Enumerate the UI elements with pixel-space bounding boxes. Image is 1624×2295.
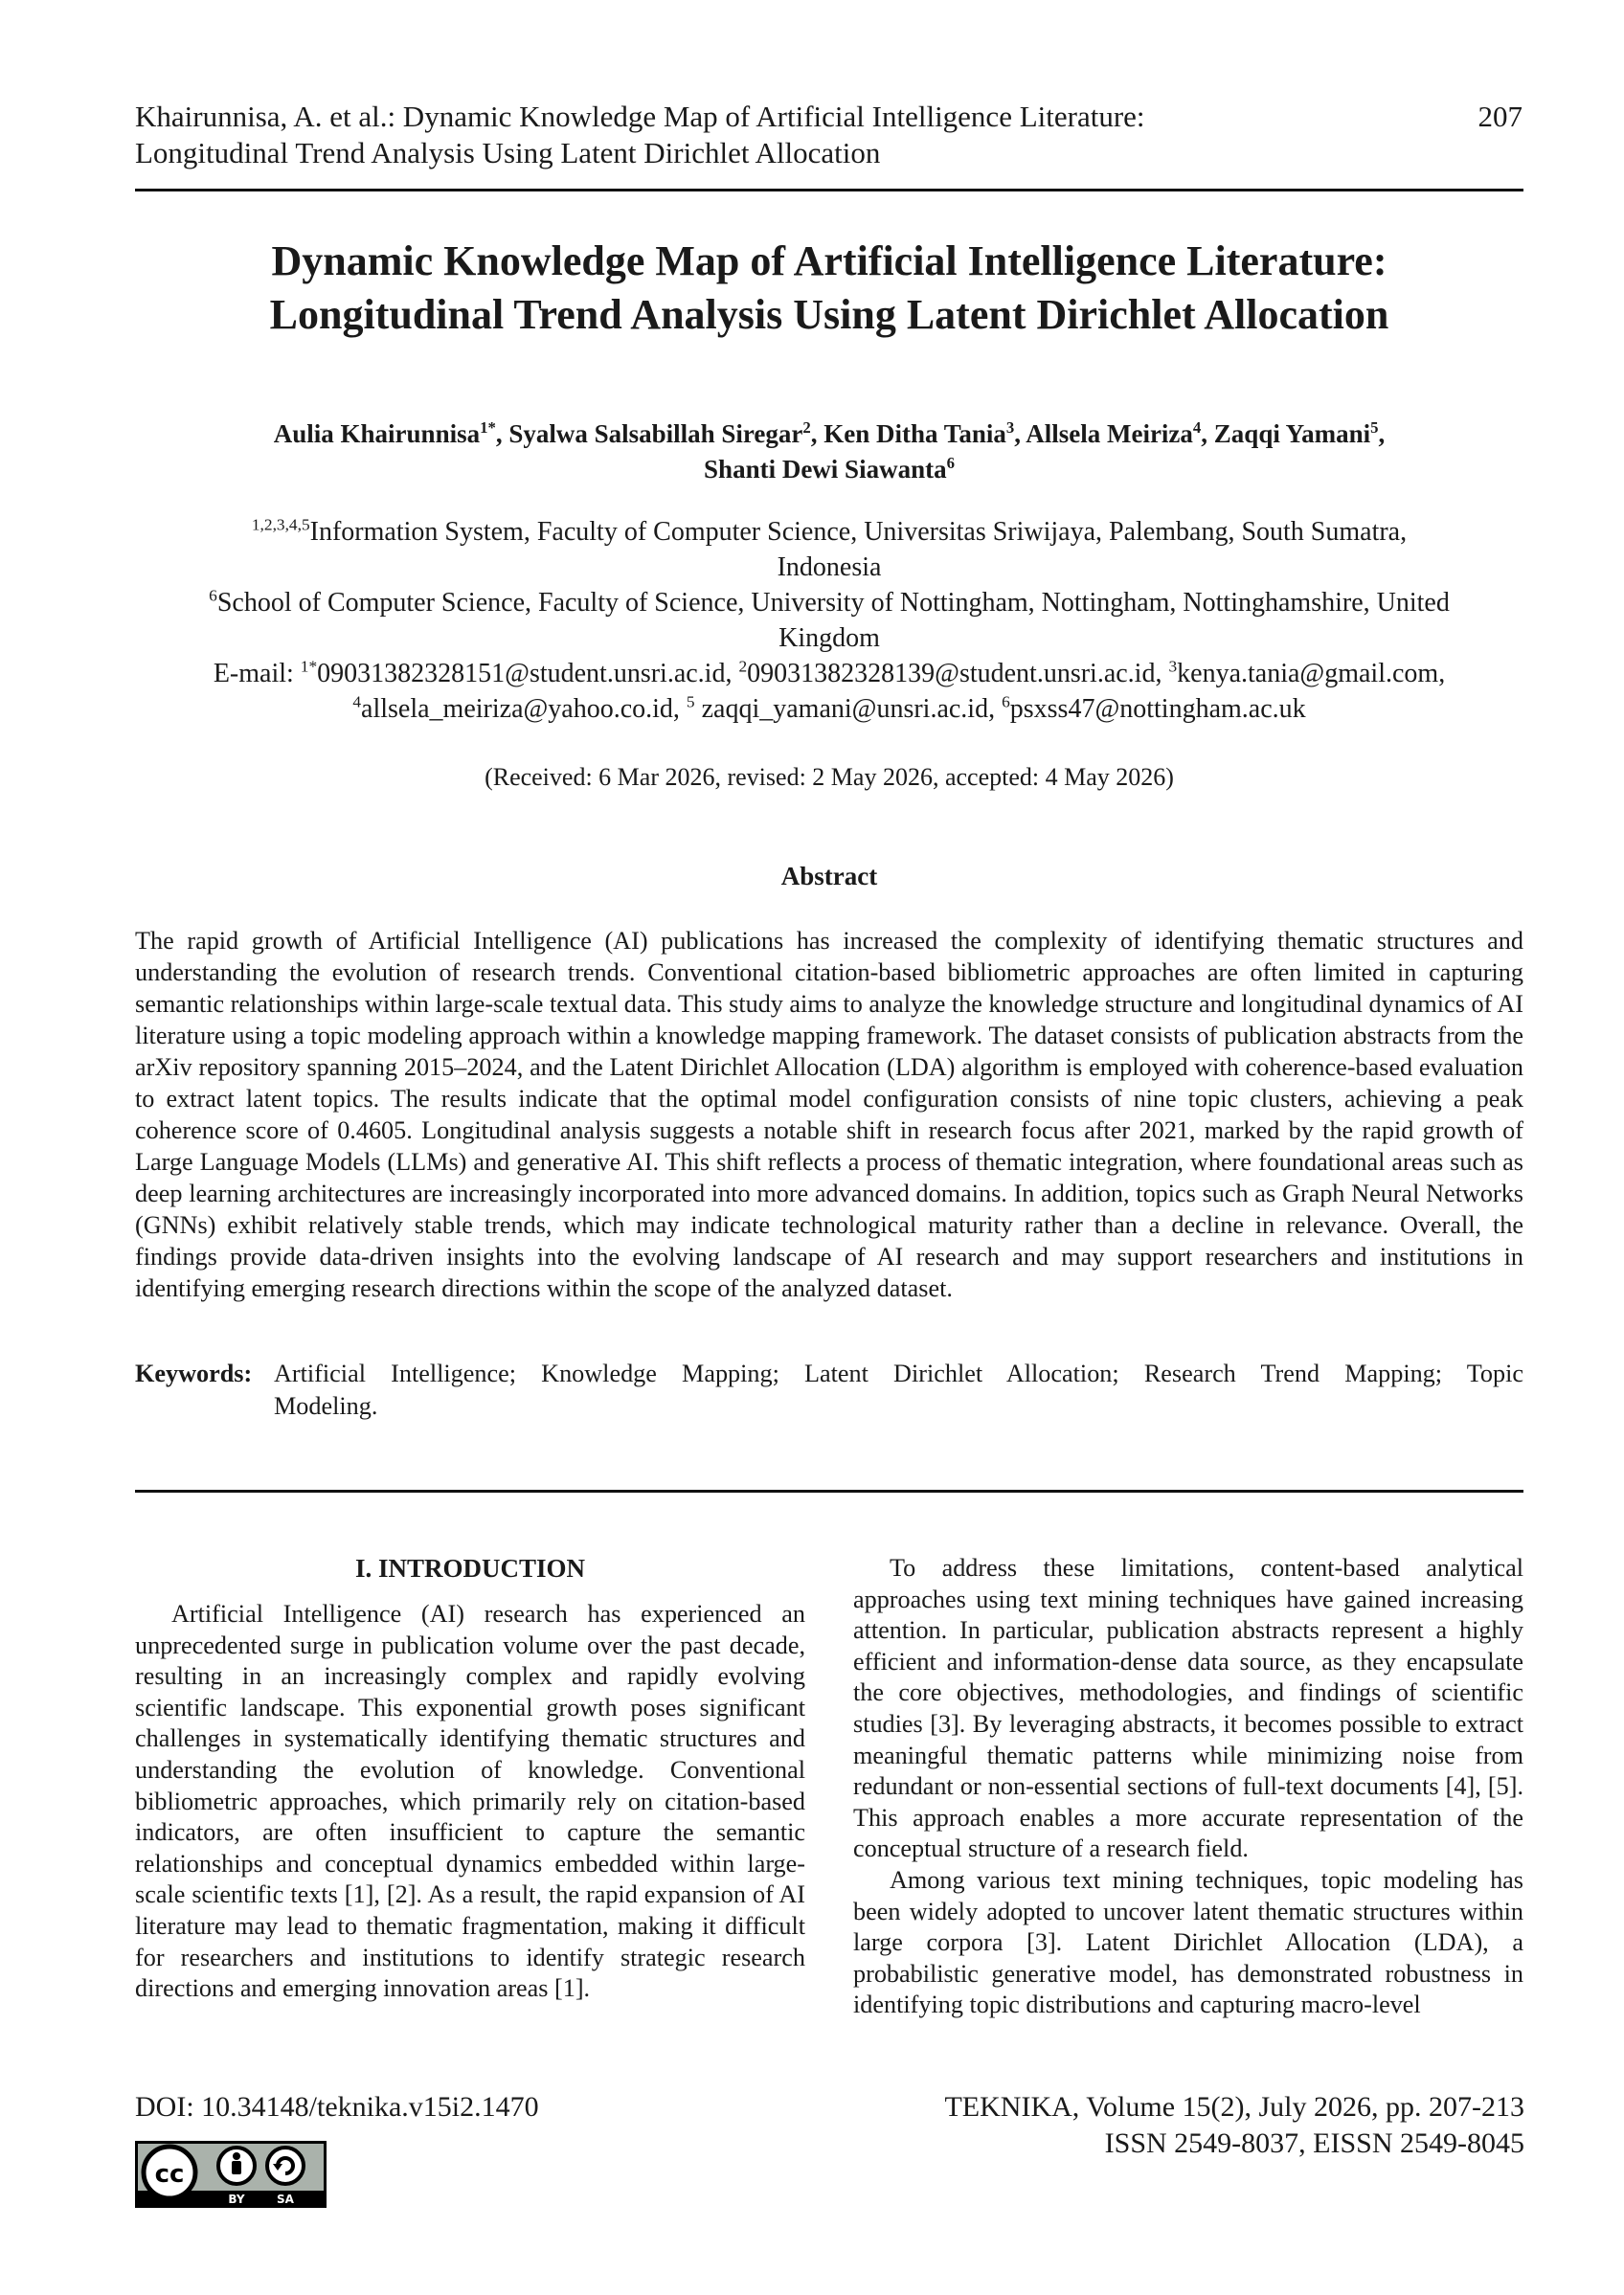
body-paragraph: Among various text mining techniques, topic modeling has been widely adopted to uncover latent thematic structures within large corpora [3]. Latent Dirichlet Allocation (LDA), a probabilistic generative model, has demonstrated robustness in identifying topic distributions and capturing macro-level	[853, 1865, 1523, 2019]
separator: ,	[1378, 419, 1386, 448]
body-paragraph: Artificial Intelligence (AI) research has experienced an unprecedented surge in publication volume over the past decade, resulting in an increasingly complex and rapidly evolving scientific landscape. This exponential growth poses significant challenges in systematically identifying thematic structures and understanding the evolution of knowledge. Conventional bibliometric approaches, which primarily rely on citation-based indicators, are often insufficient to capture the semantic relationships and conceptual dynamics embedded within large-scale scientific texts [1], [2]. As a result, the rapid expansion of AI literature may lead to thematic fragmentation, making it difficult for researchers and institutions to identify strategic research directions and emerging innovation areas [1].	[135, 1600, 805, 2003]
email-address[interactable]: allsela_meiriza@yahoo.co.id	[361, 694, 673, 724]
section-divider	[135, 1490, 1523, 1493]
svg-text:cc: cc	[154, 2160, 185, 2189]
license-by-label: BY	[228, 2193, 245, 2206]
body-paragraph: To address these limitations, content-based analytical approaches using text mining techniques have gained increasing attention. In particular, publication abstracts represent a highly efficient and information-dense data source, as they encapsulate the core objectives, methodologies, and findings of scientific studies [3]. By leveraging abstracts, it becomes possible to extract meaningful thematic patterns while minimizing noise from redundant or non-essential sections of full-text documents [4], [5]. This approach enables a more accurate representation of the conceptual structure of a research field.	[853, 1554, 1523, 1863]
author-sup: 4	[1192, 418, 1202, 437]
email-sup: 5	[686, 692, 695, 711]
email-sup: 3	[1168, 657, 1178, 676]
email-address[interactable]: 09031382328139@student.unsri.ac.id	[747, 659, 1156, 688]
author-name: Ken Ditha Tania	[823, 419, 1006, 448]
separator: ,	[495, 419, 509, 448]
author-name: Syalwa Salsabillah Siregar	[508, 419, 803, 448]
separator: ,	[810, 419, 824, 448]
separator: ,	[988, 694, 1003, 724]
email-sup: 4	[352, 692, 362, 711]
received-dates: (Received: 6 Mar 2026, revised: 2 May 2026, accepted: 4 May 2026)	[485, 763, 1174, 791]
email-line1	[135, 656, 1523, 691]
email-label: E-mail:	[213, 659, 301, 688]
author-list	[135, 416, 1523, 487]
author-sup: 6	[946, 454, 955, 472]
author-sup: 2	[802, 418, 811, 437]
separator: ,	[1438, 659, 1446, 688]
separator: ,	[1014, 419, 1026, 448]
title-line2: Longitudinal Trend Analysis Using Latent Dirichlet Allocation	[269, 291, 1389, 338]
separator: ,	[672, 694, 687, 724]
author-name: Allsela Meiriza	[1026, 419, 1193, 448]
author-line2	[135, 452, 1523, 487]
email-address[interactable]: kenya.tania@gmail.com	[1177, 659, 1439, 688]
journal-citation: TEKNIKA, Volume 15(2), July 2026, pp. 207-213	[944, 2091, 1524, 2123]
affiliation-1	[135, 514, 1523, 550]
abstract-text: The rapid growth of Artificial Intelligence (AI) publications has increased the complexity of identifying thematic structures and understanding the evolution of research trends. Conventional citation-based bibliometric approaches are often limited in capturing semantic relationships within large-scale textual data. This study aims to analyze the knowledge structure and longitudinal dynamics of AI literature using a topic modeling approach within a knowledge mapping framework. The dataset consists of publication abstracts from the arXiv repository spanning 2015–2024, and the Latent Dirichlet Allocation (LDA) algorithm is employed with coherence-based evaluation to extract latent topics. The results indicate that the optimal model configuration consists of nine topic clusters, achieving a peak coherence score of 0.4605. Longitudinal analysis suggests a notable shift in research focus after 2021, marked by the rapid growth of Large Language Models (LLMs) and generative AI. This shift reflects a process of thematic integration, where foundational areas such as deep learning architectures are increasingly incorporated into more advanced domains. In addition, topics such as Graph Neural Networks (GNNs) exhibit relatively stable trends, which may indicate technological maturity rather than a decline in relevance. Overall, the findings provide data-driven insights into the evolving landscape of AI research and may support researchers and institutions in identifying emerging research directions within the scope of the analyzed dataset.	[135, 927, 1523, 1302]
header-divider	[135, 189, 1523, 191]
running-header	[135, 99, 1313, 171]
page-number: 207	[1477, 100, 1522, 133]
email-address[interactable]: zaqqi_yamani@unsri.ac.id	[694, 694, 989, 724]
footer-doi[interactable]: DOI: 10.34148/teknika.v15i2.1470	[135, 2091, 539, 2123]
keywords-row	[135, 1358, 1523, 1390]
email-address[interactable]: 09031382328151@student.unsri.ac.id	[317, 659, 726, 688]
affiliation-2	[135, 585, 1523, 620]
keywords-line2: Modeling.	[274, 1392, 378, 1420]
keywords-label: Keywords:	[135, 1360, 253, 1387]
author-name: Shanti Dewi Siawanta	[704, 455, 947, 484]
affiliation-2-cont: Kingdom	[778, 623, 880, 653]
title-line1: Dynamic Knowledge Map of Artificial Intelligence Literature:	[271, 237, 1387, 284]
affiliations	[135, 514, 1523, 727]
separator: ,	[1201, 419, 1214, 448]
author-line1	[135, 416, 1523, 452]
affiliation-1-cont: Indonesia	[777, 552, 882, 582]
author-sup: 1*	[480, 418, 496, 437]
author-sup: 5	[1370, 418, 1379, 437]
journal-issn: ISSN 2549-8037, EISSN 2549-8045	[1104, 2127, 1524, 2159]
author-name: Aulia Khairunnisa	[273, 419, 481, 448]
email-sup: 1*	[300, 657, 318, 676]
paper-title	[135, 235, 1523, 342]
author-sup: 3	[1005, 418, 1015, 437]
affiliation-sup: 1,2,3,4,5	[251, 515, 310, 534]
abstract-heading: Abstract	[780, 862, 878, 890]
email-sup: 6	[1002, 692, 1010, 711]
email-address[interactable]: psxss47@nottingham.ac.uk	[1009, 694, 1306, 724]
keywords-line1: Artificial Intelligence; Knowledge Mapping; Latent Dirichlet Allocation; Research Trend Mapping; Topic	[274, 1360, 1523, 1387]
separator: ,	[1155, 659, 1169, 688]
affiliation-sup: 6	[209, 586, 217, 605]
keywords	[135, 1358, 1523, 1423]
affiliation-text: School of Computer Science, Faculty of Science, University of Nottingham, Nottingham, Nottinghamshire, United	[216, 588, 1450, 618]
author-name: Zaqqi Yamani	[1213, 419, 1371, 448]
email-line2	[135, 691, 1523, 727]
affiliation-text: Information System, Faculty of Computer Science, Universitas Sriwijaya, Palembang, South Sumatra,	[309, 517, 1408, 547]
footer-journal-info	[862, 2089, 1524, 2162]
running-title-line2: Longitudinal Trend Analysis Using Latent Dirichlet Allocation	[135, 136, 881, 169]
email-sup: 2	[738, 657, 748, 676]
cc-by-sa-license-icon[interactable]	[135, 2141, 327, 2208]
running-title-line1: Khairunnisa, A. et al.: Dynamic Knowledge Map of Artificial Intelligence Literature:	[135, 100, 1145, 133]
left-column	[135, 1553, 805, 2005]
introduction-heading: I. INTRODUCTION	[354, 1554, 586, 1583]
separator: ,	[725, 659, 739, 688]
right-column	[853, 1553, 1523, 2021]
license-sa-label: SA	[277, 2193, 294, 2206]
